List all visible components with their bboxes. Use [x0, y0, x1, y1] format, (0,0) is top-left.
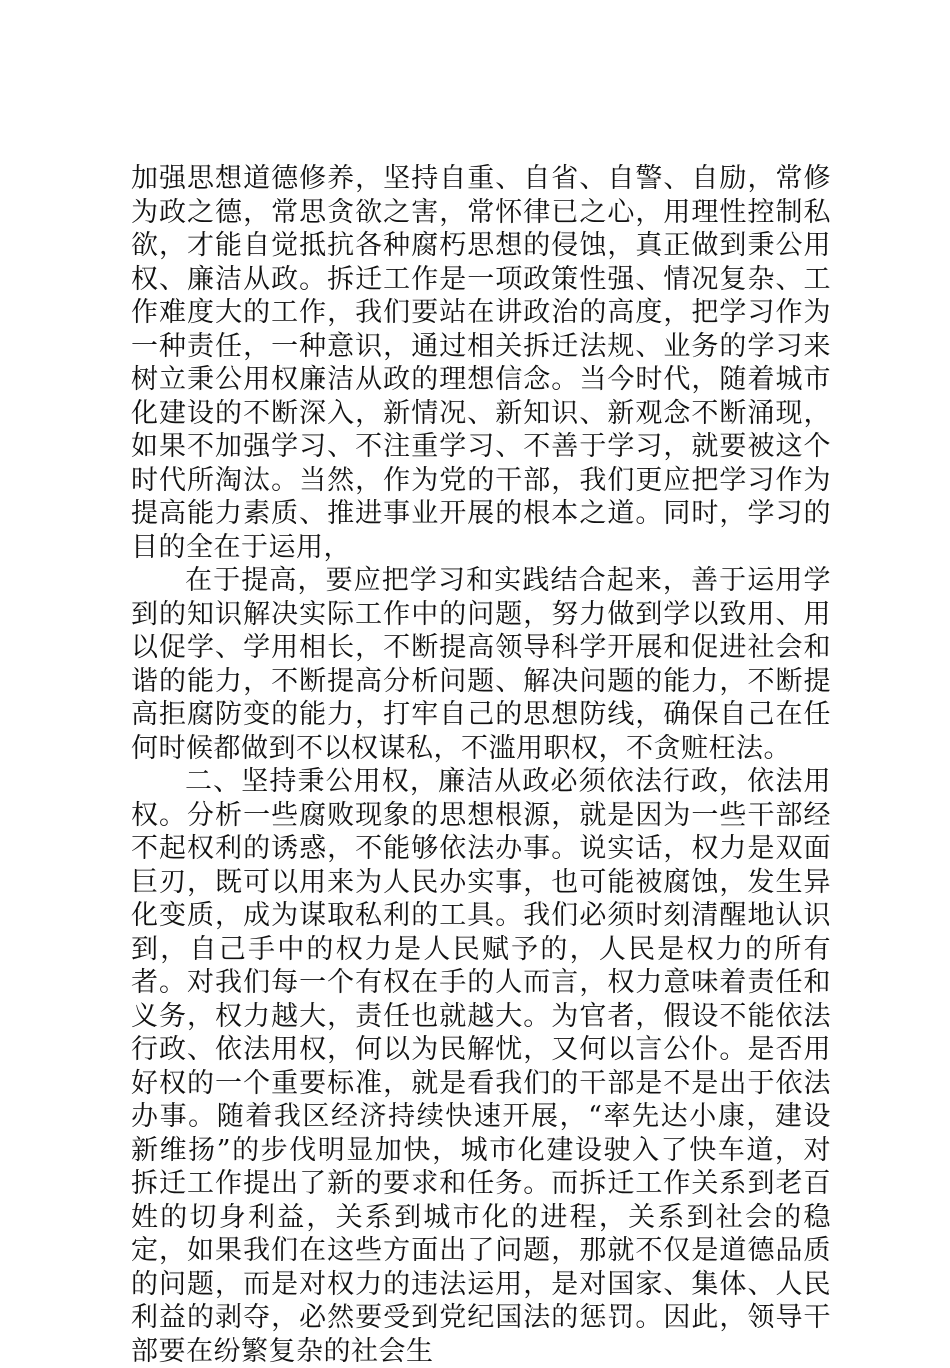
paragraph-1: 加强思想道德修养，坚持自重、自省、自警、自励，常修为政之德，常思贪欲之害，常怀律已之心，用理性控制私欲，才能自觉抵抗各种腐朽思想的侵蚀，真正做到秉公用权、廉洁从政。拆迁工作是一项政策性强、情况复杂、工作难度大的工作，我们要站在讲政治的高度，把学习作为一种责任，一种意识，通过相关拆迁法规、业务的学习来树立秉公用权廉洁从政的理想信念。当今时代，随着城市化建设的不断深入，新情况、新知识、新观念不断涌现，如果不加强学习、不注重学习、不善于学习，就要被这个时代所淘汰。当然，作为党的干部，我们更应把学习作为提高能力素质、推进事业开展的根本之道。同时，学习的目的全在于运用， [131, 163, 831, 563]
paragraph-3: 二、坚持秉公用权，廉洁从政必须依法行政，依法用权。分析一些腐败现象的思想根源，就是因为一些干部经不起权利的诱惑，不能够依法办事。说实话，权力是双面巨刃，既可以用来为人民办实事，也可能被腐蚀，发生异化变质，成为谋取私利的工具。我们必须时刻清醒地认识到，自己手中的权力是人民赋予的，人民是权力的所有者。对我们每一个有权在手的人而言，权力意味着责任和义务，权力越大，责任也就越大。为官者，假设不能依法行政、依法用权，何以为民解忧，又何以言公仆。是否用好权的一个重要标准，就是看我们的干部是不是出于依法办事。随着我区经济持续快速开展，“率先达小康，建设新维扬”的步伐明显加快，城市化建设驶入了快车道，对拆迁工作提出了新的要求和任务。而拆迁工作关系到老百姓的切身利益，关系到城市化的进程，关系到社会的稳定，如果我们在这些方面出了问题，那就不仅是道德品质的问题，而是对权力的违法运用，是对国家、集体、人民利益的剥夺，必然要受到党纪国法的惩罚。因此，领导干部要在纷繁复杂的社会生 [131, 766, 831, 1367]
paragraph-2: 在于提高，要应把学习和实践结合起来，善于运用学到的知识解决实际工作中的问题，努力做到学以致用、用以促学、学用相长，不断提高领导科学开展和促进社会和谐的能力，不断提高分析问题、解决问题的能力，不断提高拒腐防变的能力，打牢自己的思想防线，确保自己在任何时候都做到不以权谋私，不滥用职权，不贪赃枉法。 [131, 565, 831, 764]
body-text [131, 162, 831, 1368]
